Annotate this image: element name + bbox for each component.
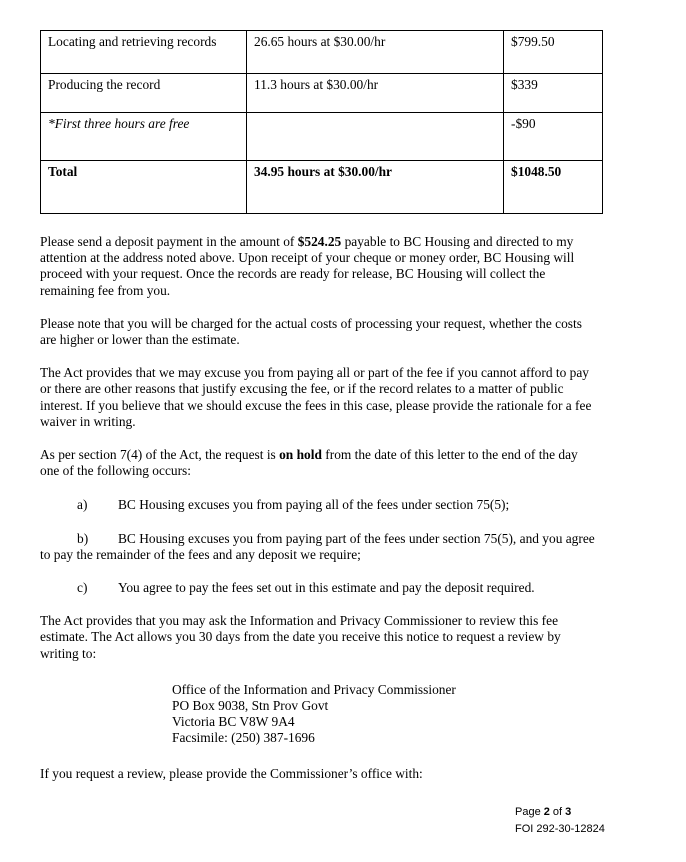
fee-amount-cell: $339 bbox=[504, 74, 603, 113]
page-number: Page 2 of 3 bbox=[515, 806, 572, 818]
list-item-text: You agree to pay the fees set out in this estimate and pay the deposit required. bbox=[118, 580, 535, 596]
paragraph-review: The Act provides that you may ask the Information and Privacy Commissioner to review this fee estimate. The Act allows you 30 days from the date you receive this notice to request a review by writing to: bbox=[40, 613, 561, 661]
address-line-facsimile: Facsimile: (250) 387-1696 bbox=[172, 730, 315, 746]
fee-item-cell: *First three hours are free bbox=[41, 113, 247, 161]
list-item-b bbox=[40, 531, 596, 563]
fee-detail-cell: 26.65 hours at $30.00/hr bbox=[247, 31, 504, 74]
list-item-text: BC Housing excuses you from paying all of the fees under section 75(5); bbox=[118, 497, 510, 513]
paragraph-on-hold: As per section 7(4) of the Act, the request is on hold from the date of this letter to the end of the day one of the following occurs: bbox=[40, 447, 578, 479]
address-line-pobox: PO Box 9038, Stn Prov Govt bbox=[172, 698, 329, 714]
fee-detail-cell bbox=[247, 113, 504, 161]
table-row-free-hours bbox=[41, 113, 603, 161]
address-line-city: Victoria BC V8W 9A4 bbox=[172, 714, 295, 730]
fee-amount-cell: $799.50 bbox=[504, 31, 603, 74]
fee-item-cell: Locating and retrieving records bbox=[41, 31, 247, 74]
fee-amount-cell: $1048.50 bbox=[504, 161, 603, 214]
letter-body bbox=[40, 30, 602, 782]
paragraph-actual-costs: Please note that you will be charged for the actual costs of processing your request, whether the costs are higher or lower than the estimate. bbox=[40, 315, 582, 348]
page-footer bbox=[515, 804, 605, 837]
table-row-locating bbox=[41, 31, 603, 74]
list-item-c bbox=[40, 580, 596, 596]
fee-detail-cell: 34.95 hours at $30.00/hr bbox=[247, 161, 504, 214]
list-item-text: BC Housing excuses you from paying part of the fees under section 75(5), and you agree to pay the remainder of the fees and any deposit we require; bbox=[40, 530, 595, 562]
list-item-label: a) bbox=[77, 497, 88, 513]
fee-detail-cell: 11.3 hours at $30.00/hr bbox=[247, 74, 504, 113]
fee-item-cell: Producing the record bbox=[41, 74, 247, 113]
fee-estimate-table bbox=[40, 30, 603, 214]
closing-line: If you request a review, please provide the Commissioner’s office with: bbox=[40, 765, 423, 781]
list-item-a bbox=[40, 497, 596, 513]
fee-amount-cell: -$90 bbox=[504, 113, 603, 161]
table-row-producing bbox=[41, 74, 603, 113]
paragraph-deposit: Please send a deposit payment in the amount of $524.25 payable to BC Housing and directed to my attention at the address noted above. Upon receipt of your cheque or money order, BC Housing will proceed with your request. Once the records are ready for release, BC Housing will collect the remaining fee from you. bbox=[40, 234, 575, 298]
list-item-label: c) bbox=[77, 580, 88, 596]
address-line-office: Office of the Information and Privacy Commissioner bbox=[172, 681, 456, 697]
fee-item-cell: Total bbox=[41, 161, 247, 214]
foi-number: FOI 292-30-12824 bbox=[515, 822, 605, 835]
commissioner-address-block bbox=[172, 682, 602, 747]
list-item-label: b) bbox=[77, 530, 89, 546]
table-row-total bbox=[41, 161, 603, 214]
paragraph-fee-waiver: The Act provides that we may excuse you from paying all or part of the fee if you cannot afford to pay or there are other reasons that justify excusing the fee, or if the record relates to a matter of public interest. If you believe that we should excuse the fees in this case, please provide the rationale for a fee waiver in writing. bbox=[40, 365, 592, 429]
